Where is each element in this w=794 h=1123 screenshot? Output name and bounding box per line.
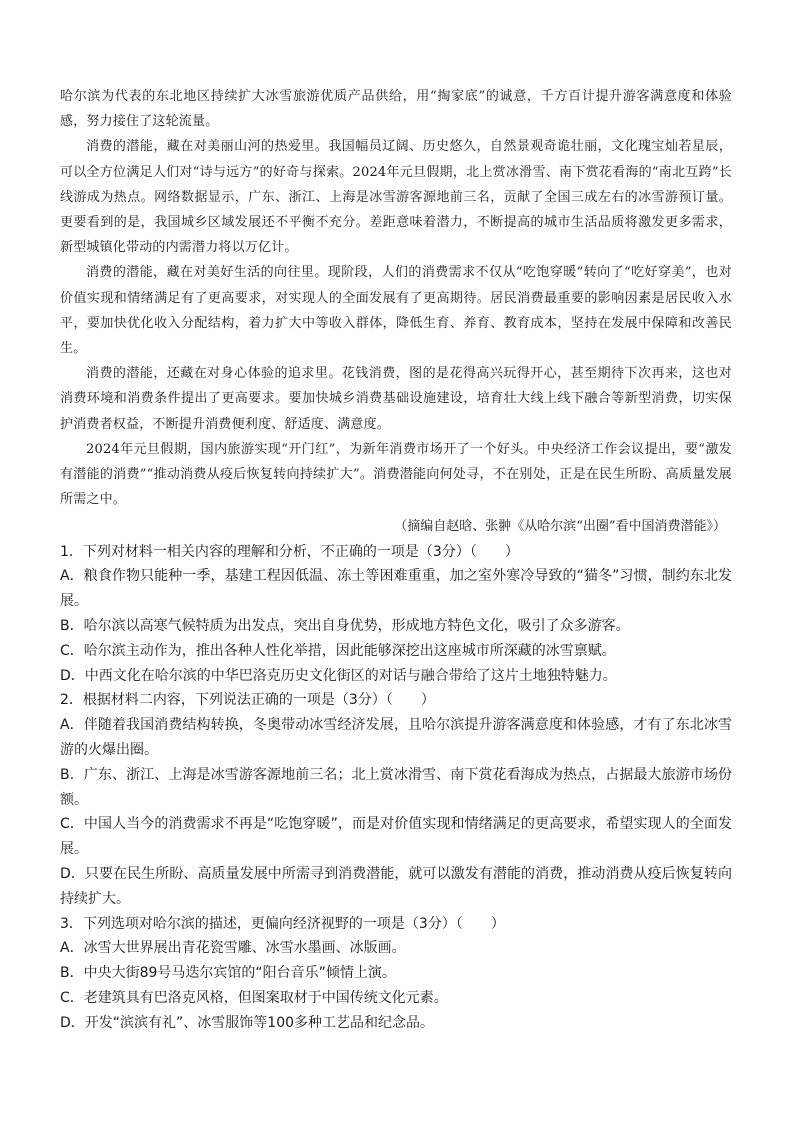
option-b: B．中央大街89号马迭尔宾馆的“阳台音乐”倾情上演。 <box>60 965 396 982</box>
question-stem: 1．下列对材料一相关内容的理解和分析，不正确的一项是（3分）（ ） <box>60 543 519 560</box>
option-a: A．伴随着我国消费结构转换，冬奥带动冰雪经济发展，且哈尔滨提升游客满意度和体验感，才有了东北冰雪游的火爆出圈。 <box>60 717 732 759</box>
option-d: D．中西文化在哈尔滨的中华巴洛克历史文化街区的对话与融合带给了这片土地独特魅力。 <box>60 667 617 684</box>
option-d: D．只要在民生所盼、高质量发展中所需寻到消费潜能，就可以激发有潜能的消费，推动消费从疫后恢复转向持续扩大。 <box>60 866 732 907</box>
question-2 <box>60 688 732 911</box>
material-source: （摘编自赵晗、张翀《从哈尔滨“出圈”看中国消费潜能》） <box>394 519 726 535</box>
option-c: C．中国人当今的消费需求不再是“吃饱穿暖”，而是对价值实现和情绪满足的更高要求，希望实现人的全面发展。 <box>60 816 732 858</box>
question-stem: 3．下列选项对哈尔滨的描述，更偏向经济视野的一项是（3分）（ ） <box>60 915 505 932</box>
question-3 <box>60 912 732 1036</box>
option-b: B．广东、浙江、上海是冰雪游客源地前三名；北上赏冰滑雪、南下赏花看海成为热点，占据最大旅游市场份额。 <box>60 766 732 808</box>
option-c: C．哈尔滨主动作为，推出各种人性化举措，因此能够深挖出这座城市所深藏的冰雪禀赋。 <box>60 642 616 659</box>
material-paragraph: 消费的潜能，藏在对美丽山河的热爱里。我国幅员辽阔、历史悠久，自然景观奇诡壮丽，文化瑰宝灿若星辰，可以全方位满足人们对“诗与远方”的好奇与探索。2024年元旦假期，北上赏冰滑雪、南下赏花看海的“南北互跨”长线游成为热点。网络数据显示，广东、浙江、上海是冰雪游客源地前三名，贡献了全国三成左右的冰雪游预订量。更要看到的是，我国城乡区域发展还不平衡不充分。差距意味着潜力，不断提高的城市生活品质将激发更多需求，新型城镇化带动的内需潜力将以万亿计。 <box>60 139 732 256</box>
option-b: B．哈尔滨以高寒气候特质为出发点，突出自身优势，形成地方特色文化，吸引了众多游客。 <box>60 618 630 635</box>
option-a: A．粮食作物只能种一季，基建工程因低温、冻土等困难重重，加之室外寒冷导致的“猫冬”习惯，制约东北发展。 <box>60 568 732 610</box>
question-stem: 2．根据材料二内容，下列说法正确的一项是（3分）（ ） <box>60 692 435 709</box>
option-a: A．冰雪大世界展出青花瓷雪雕、冰雪水墨画、冰版画。 <box>60 940 406 957</box>
option-d: D．开发“滨滨有礼”、冰雪服饰等100多种工艺品和纪念品。 <box>60 1014 435 1031</box>
material-paragraph: 2024年元旦假期，国内旅游实现“开门红”，为新年消费市场开了一个好头。中央经济工作会议提出，要“激发有潜能的消费”“推动消费从疫后恢复转向持续扩大”。消费潜能向何处寻，不在别处，正是在民生所盼、高质量发展所需之中。 <box>60 441 732 508</box>
option-c: C．老建筑具有巴洛克风格，但图案取材于中国传统文化元素。 <box>60 990 448 1006</box>
material-paragraph: 消费的潜能，藏在对美好生活的向往里。现阶段，人们的消费需求不仅从“吃饱穿暖”转向了“吃好穿美”，也对价值实现和情绪满足有了更高要求，对实现人的全面发展有了更高期待。居民消费最重要的影响因素是居民收入水平，要加快优化收入分配结构，着力扩大中等收入群体，降低生育、养育、教育成本，坚持在发展中保障和改善民生。 <box>60 265 732 357</box>
question-1 <box>60 540 732 689</box>
document-page <box>60 84 732 1036</box>
material-paragraph: 哈尔滨为代表的东北地区持续扩大冰雪旅游优质产品供给，用“掏家底”的诚意，千方百计提升游客满意度和体验感，努力接住了这轮流量。 <box>60 89 732 130</box>
material-paragraph: 消费的潜能，还藏在对身心体验的追求里。花钱消费，图的是花得高兴玩得开心，甚至期待下次再来，这也对消费环境和消费条件提出了更高要求。要加快城乡消费基础设施建设，培育壮大线上线下融合等新型消费，切实保护消费者权益，不断提升消费便利度、舒适度、满意度。 <box>60 366 732 432</box>
material-text <box>60 84 732 540</box>
